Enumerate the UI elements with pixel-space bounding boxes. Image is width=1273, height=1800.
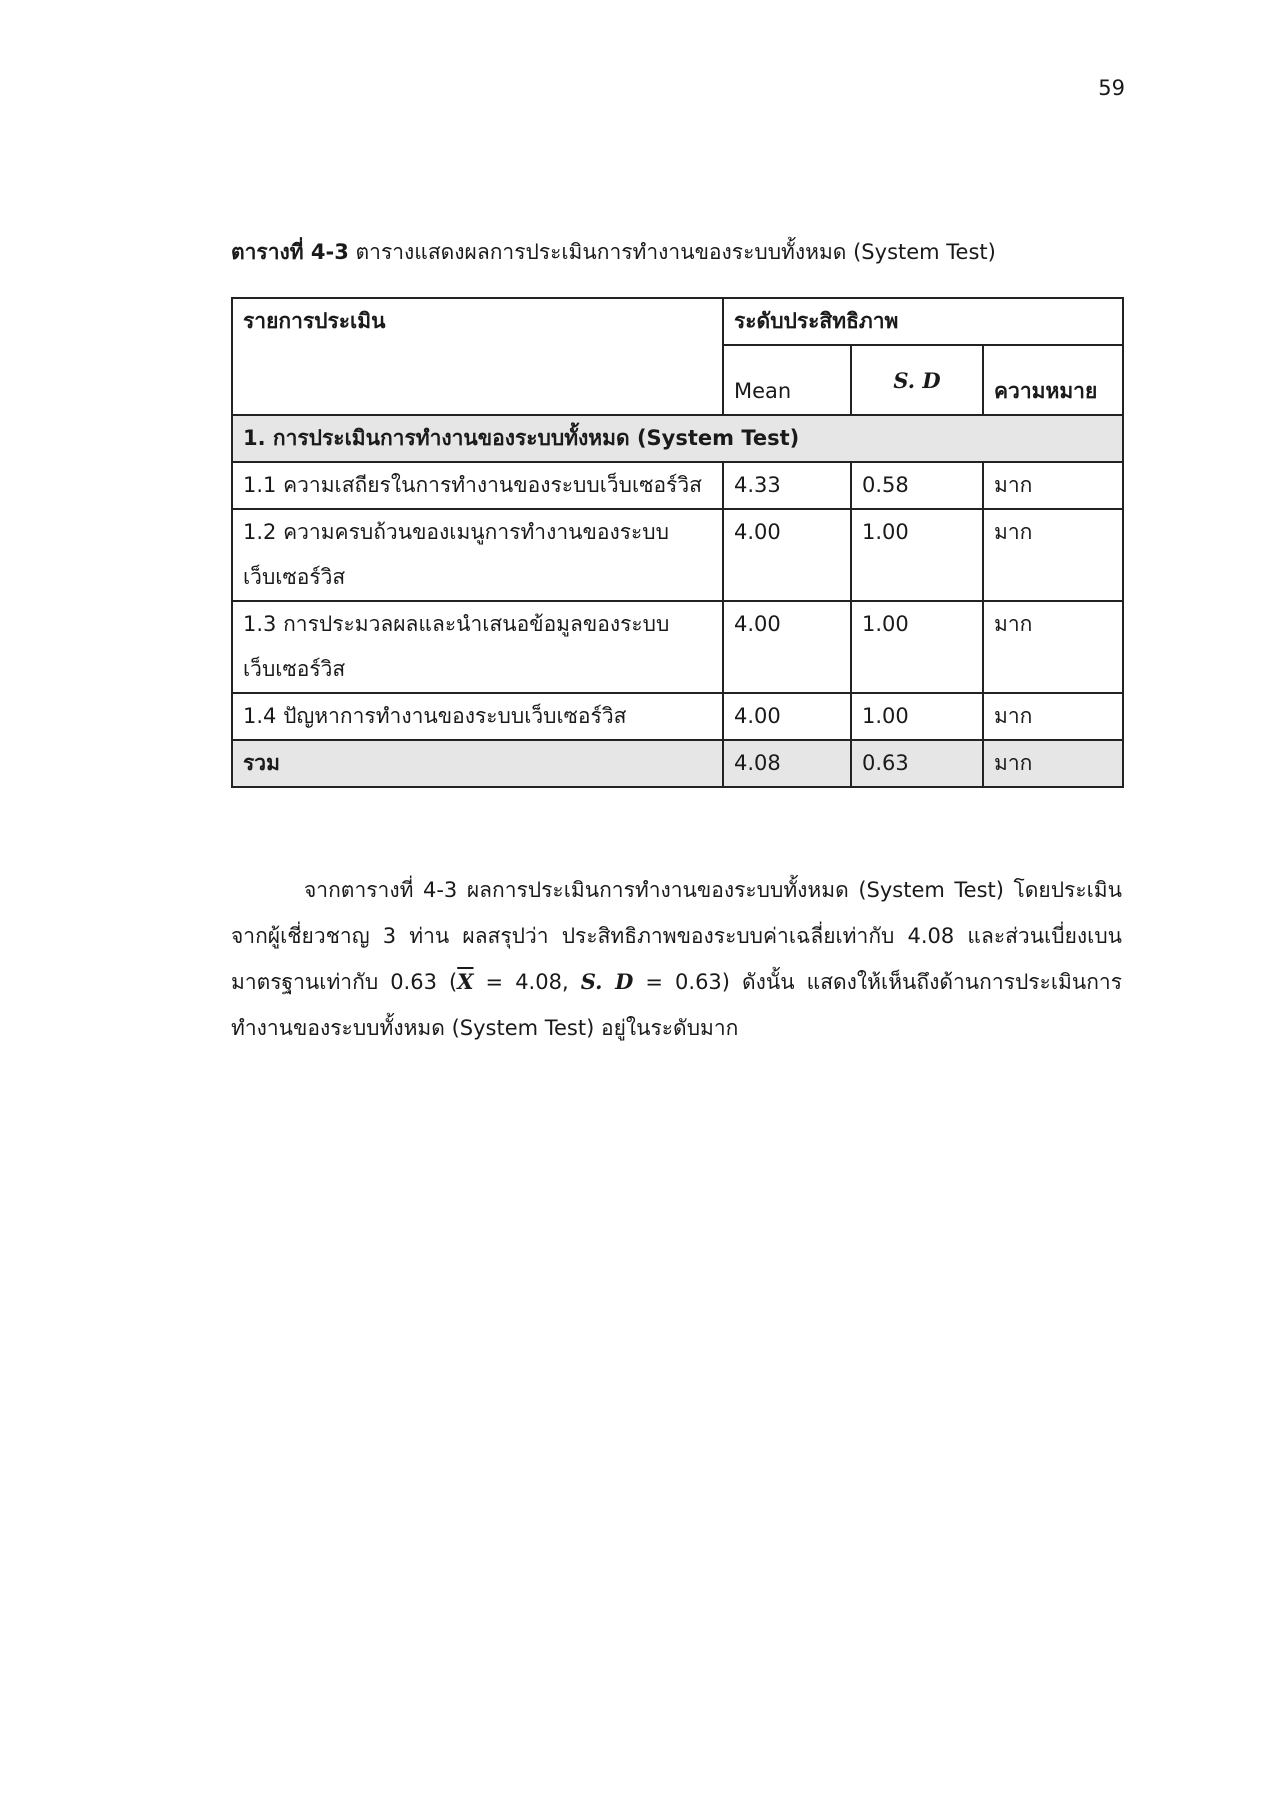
row-mean: 4.33 bbox=[723, 462, 851, 509]
paragraph-part1: จากตารางที่ 4-3 ผลการประเมินการทำงานของระบบทั้งหมด (System Test) โดยประเมินจากผู้เชี่ยวชาญ 3 ท่าน ผลสรุปว่า ประสิทธิภาพของระบบค่าเฉลี่ยเท่ากับ 4.08 และส่วนเบี่ยงเบนมาตรฐานเท่ากับ 0.63 ( bbox=[231, 878, 1122, 994]
page-number: 59 bbox=[1098, 76, 1125, 100]
caption-label: ตารางที่ 4-3 bbox=[231, 240, 349, 264]
row-item: 1.2 ความครบถ้วนของเมนูการทำงานของระบบเว็บเซอร์วิส bbox=[232, 509, 723, 601]
sd-symbol: S. D bbox=[580, 969, 634, 994]
total-mean: 4.08 bbox=[723, 740, 851, 787]
header-efficiency: ระดับประสิทธิภาพ bbox=[723, 298, 1123, 345]
section-row bbox=[232, 415, 1123, 462]
row-mean: 4.00 bbox=[723, 693, 851, 740]
row-sd: 1.00 bbox=[851, 693, 983, 740]
row-meaning: มาก bbox=[983, 693, 1123, 740]
table-caption bbox=[231, 236, 996, 269]
xbar-symbol: $\overline{X}$ bbox=[457, 969, 474, 994]
summary-paragraph bbox=[231, 867, 1122, 1051]
total-label: รวม bbox=[232, 740, 723, 787]
row-meaning: มาก bbox=[983, 509, 1123, 601]
paragraph-part3: = 0.63) ดังนั้น แสดงให้เห็นถึงด้านการประเมินการทำงานของระบบทั้งหมด (System Test) อยู่ในระดับมาก bbox=[231, 970, 1122, 1040]
row-mean: 4.00 bbox=[723, 509, 851, 601]
total-row bbox=[232, 740, 1123, 787]
row-sd: 1.00 bbox=[851, 509, 983, 601]
table-row bbox=[232, 601, 1123, 693]
table-row bbox=[232, 693, 1123, 740]
table-row bbox=[232, 509, 1123, 601]
row-item: 1.3 การประมวลผลและนำเสนอข้อมูลของระบบเว็บเซอร์วิส bbox=[232, 601, 723, 693]
row-sd: 1.00 bbox=[851, 601, 983, 693]
row-sd: 0.58 bbox=[851, 462, 983, 509]
header-meaning: ความหมาย bbox=[983, 345, 1123, 415]
section-title: 1. การประเมินการทำงานของระบบทั้งหมด (System Test) bbox=[232, 415, 1123, 462]
caption-text: ตารางแสดงผลการประเมินการทำงานของระบบทั้งหมด (System Test) bbox=[348, 240, 996, 264]
row-meaning: มาก bbox=[983, 462, 1123, 509]
paragraph-part2: = 4.08, bbox=[473, 970, 581, 994]
table-row bbox=[232, 462, 1123, 509]
total-meaning: มาก bbox=[983, 740, 1123, 787]
evaluation-table bbox=[231, 297, 1124, 788]
row-mean: 4.00 bbox=[723, 601, 851, 693]
total-sd: 0.63 bbox=[851, 740, 983, 787]
header-row-1 bbox=[232, 298, 1123, 345]
header-sd: S. D bbox=[851, 345, 983, 415]
row-item: 1.4 ปัญหาการทำงานของระบบเว็บเซอร์วิส bbox=[232, 693, 723, 740]
header-mean: Mean bbox=[723, 345, 851, 415]
row-item: 1.1 ความเสถียรในการทำงานของระบบเว็บเซอร์วิส bbox=[232, 462, 723, 509]
header-item: รายการประเมิน bbox=[232, 298, 723, 415]
row-meaning: มาก bbox=[983, 601, 1123, 693]
